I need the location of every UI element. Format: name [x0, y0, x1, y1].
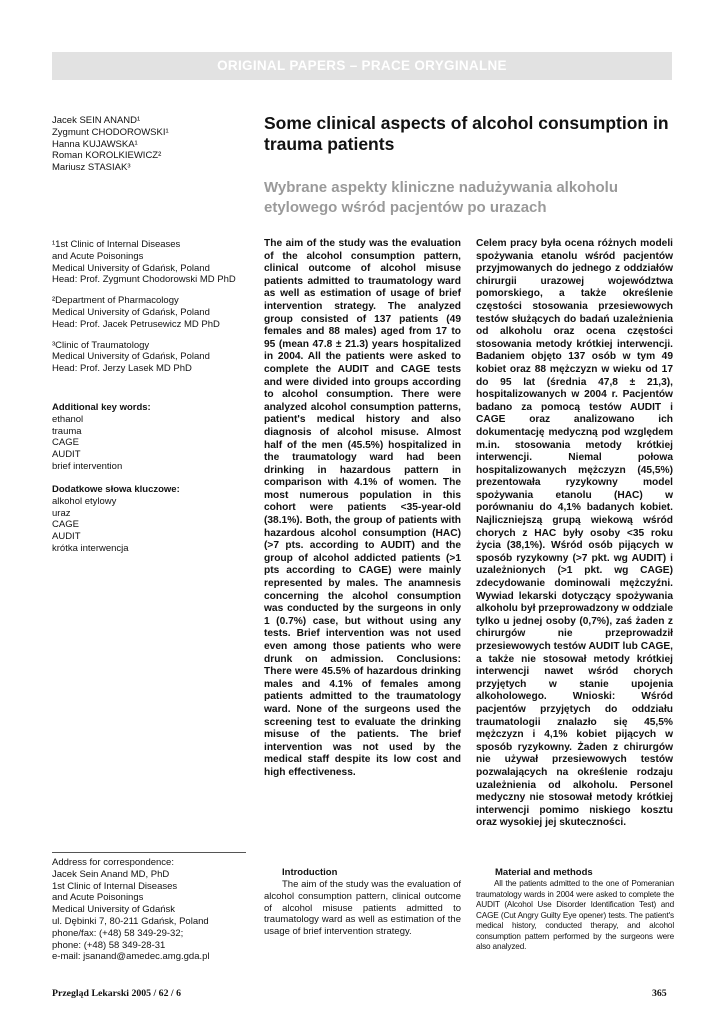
methods-heading: Material and methods — [495, 867, 593, 878]
author: Hanna KUJAWSKA¹ — [52, 138, 138, 150]
keywords-en — [52, 402, 252, 473]
introduction-heading: Introduction — [282, 867, 338, 878]
article-subtitle-polish: Wybrane aspekty kliniczne nadużywania alkoholu etylowego wśród pacjentów po urazach — [264, 179, 618, 216]
author-list — [52, 115, 252, 174]
methods-body: All the patients admitted to the one of Pomeranian traumatology wards in 2004 were asked to complete the AUDIT (Alcohol Use Disorder Identification Test) and CAGE (Cut Angry Guilty Eye opener) tests. The patient's medical history, conducted therapy, and alcohol consumption pattern performed by the surgeons were also analyzed. — [476, 879, 674, 951]
keyword: brief intervention — [52, 460, 123, 472]
correspondence-address: Address for correspondence: Jacek Sein Anand MD, PhD 1st Clinic of Internal Diseases and Acute Poisonings Medical University of Gdańsk ul. Dębinki 7, 80-211 Gdańsk, Poland phone/fax: (+48) 58 349-29-32; phone: (+48) 58 349-28-31 e-mail: jsanand@amedec.amg.gda.pl — [52, 852, 246, 963]
keyword: CAGE — [52, 437, 79, 449]
keyword: AUDIT — [52, 531, 81, 543]
keyword: ethanol — [52, 413, 84, 425]
abstract-polish: Celem pracy była ocena różnych modeli spożywania etanolu wśród pacjentów przyjmowanych do jednego z oddziałów chirurgii urazowej województwa pomorskiego, a także określenie częstości stosowania przesiewowych testów służących do badań uzależnienia od alkoholu oraz ocena częstości stosowania metody krótkiej interwencji. Badaniem objęto 137 osób w tym 49 kobiet oraz 88 mężczyzn w wieku od 17 do 95 lat (średnia 47,8 ± 21,3), hospitalizowanych w 2004 r. Pacjentów badano za pomocą testów AUDIT i CAGE oraz analizowano ich dokumentację medyczną pod względem m.in. stosowania metody krótkiej interwencji. Niemal połowa hospitalizowanych mężczyzn (45,5%) prezentowała ryzykowny model spożywania etanolu (HAC) w porównaniu do 4,1% badanych kobiet. Najliczniejszą grupą wiekową wśród chorych z HAC były osoby <35 roku życia (38,1%). Wśród osób pijących w sposób ryzykowny (>7 pkt. wg AUDIT) i uzależnionych (>1 pkt. wg CAGE) zdecydowanie dominowali mężczyźni. Wywiad lekarski dotyczący spożywania alkoholu był przeprowadzony w oddziale tylko u jednej osoby (0,7%), zaś żaden z chirurgów nie przeprowadził przesiewowych testów AUDIT lub CAGE, a także nie stosował metody krótkiej interwencji nawet wśród chorych przyjętych w stanie upojenia alkoholowego. Wnioski: Wśród pacjentów przyjętych do oddziału traumatologii znalazło się 45,5% mężczyzn i 4,1% kobiet pijących w sposób ryzykowny. Żaden z chirurgów nie używał przesiewowych testów pozwalających na określenie rodzaju uzależnienia od alkoholu. Personel medyczny nie stosował metody krótkiej interwencji pomimo niskiego kosztu oraz wysokiej jej skuteczności. — [476, 238, 673, 829]
affiliation-1: ¹1st Clinic of Internal Diseases and Acute Poisonings Medical University of Gdańsk, Poland Head: Prof. Zygmunt Chodorowski MD PhD — [52, 239, 236, 286]
introduction-body: The aim of the study was the evaluation of alcohol consumption pattern, clinical outcome of alcohol misuse patients admitted to traumatology ward as well as estimation of the usage of brief intervention strategy. — [264, 879, 461, 938]
keyword: trauma — [52, 425, 82, 437]
keywords-pl-title: Dodatkowe słowa kluczowe: — [52, 484, 180, 495]
affiliation-2: ²Department of Pharmacology Medical University of Gdańsk, Poland Head: Prof. Jacek Petrusewicz MD PhD — [52, 295, 220, 330]
abstract-english: The aim of the study was the evaluation of the alcohol consumption pattern, clinical outcome of alcohol misuse patients admitted to traumatology ward as well as estimation of usage of brief intervention strategy. The analyzed group consisted of 137 patients (49 females and 88 males) aged from 17 to 95 (mean 47.8 ± 21.3) years hospitalized in 2004. All the patients were asked to complete the AUDIT and CAGE tests and were divided into groups according to alcohol consumption. There were analyzed alcohol consumption patterns, patient's medical history and also diagnosis of alcohol misuse. Almost half of the men (45.5%) hospitalized in the traumatology ward had been drinking in hazardous pattern in comparison with 4.1% of women. The most numerous population in this cohort were patients <35-year-old (38.1%). Both, the group of patients with hazardous alcohol consumption (HAC) (>7 pts. according to AUDIT) and the group of alcohol addicted patients (>1 pts according to CAGE) were mainly represented by males. The anamnesis concerning the alcohol consumption was conducted by the surgeons in only 1 (0.7%) case, but without using any tests. Brief intervention was not used even among those patients who were drunk on admission. Conclusions: There were 45.5% of hazardous drinking males and 4.1% of females among patients admitted to the traumatology ward. None of the surgeons used the screening test to evaluate the drinking misuse of the patients. The brief intervention was not used by the medical staff despite its low cost and high effectiveness. — [264, 238, 461, 778]
keyword: alkohol etylowy — [52, 495, 117, 507]
section-banner: ORIGINAL PAPERS – PRACE ORYGINALNE — [52, 52, 672, 80]
keyword: krótka interwencja — [52, 542, 129, 554]
author: Jacek SEIN ANAND¹ — [52, 115, 141, 126]
keywords-pl — [52, 484, 252, 555]
affiliation-3: ³Clinic of Traumatology Medical University of Gdańsk, Poland Head: Prof. Jerzy Lasek MD PhD — [52, 339, 210, 375]
keyword: uraz — [52, 507, 71, 519]
article-title: Some clinical aspects of alcohol consumption in trauma patients — [264, 113, 669, 154]
author: Mariusz STASIAK³ — [52, 162, 131, 174]
keyword: AUDIT — [52, 449, 81, 461]
journal-footer: Przegląd Lekarski 2005 / 62 / 6 — [52, 988, 181, 999]
author: Zygmunt CHODOROWSKI¹ — [52, 126, 169, 138]
author: Roman KOROLKIEWICZ² — [52, 150, 162, 162]
page-number: 365 — [652, 988, 667, 999]
affiliations — [52, 239, 252, 384]
keyword: CAGE — [52, 519, 79, 531]
keywords-en-title: Additional key words: — [52, 402, 151, 413]
